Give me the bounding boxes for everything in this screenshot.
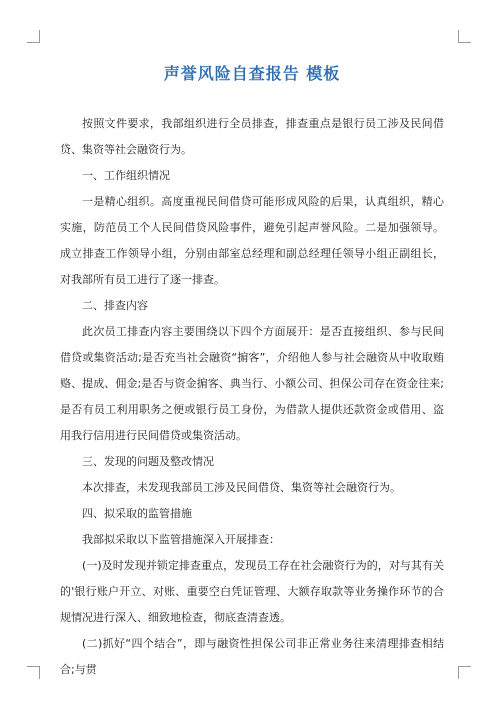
measure-item-1: (一)及时发现并锁定排查重点，发现员工存在社会融资行为的，对与其有关的'银行账户开立、对账、重要空白凭证管理、大额存取款等业务操作环节的合规情况进行深入、细致地检查，彻底查清查透。	[60, 559, 444, 624]
document-page	[60, 62, 444, 683]
page-corner-mark-bottom-left	[27, 666, 40, 679]
section-body-findings: 本次排查，未发现我部员工涉及民间借贷、集资等社会融资行为。	[82, 481, 401, 494]
page-corner-mark-top-right	[458, 30, 471, 43]
section-body-content: 此次员工排查内容主要围绕以下四个方面展开：是否直接组织、参与民间借贷或集资活动;是否充当社会融资“掮客”，介绍他人参与社会融资从中收取贿赂、提成、佣金;是否与资金掮客、典当行、小额公司、担保公司存在资金往来;是否有员工利用职务之便或银行员工身份，为借款人提供还款资金或借用、盗用我行信用进行民间借贷或集资活动。	[60, 325, 444, 442]
intro-paragraph: 按照文件要求，我部组织进行全员排查，排查重点是银行员工涉及民间借贷、集资等社会融资行为。	[60, 117, 444, 156]
section-body-organization: 一是精心组织。高度重视民间借贷可能形成风险的后果，认真组织，精心实施，防范员工个人民间借贷风险事件，避免引起声誉风险。二是加强领导。成立排查工作领导小组，分别由部室总经理和副总经理任领导小组正副组长，对我部所有员工进行了逐一排查。	[60, 195, 444, 286]
section-heading-measures: 四、拟采取的监管措施	[82, 507, 192, 520]
section-heading-organization: 一、工作组织情况	[82, 169, 170, 182]
document-title: 声誉风险自查报告 模板	[163, 64, 341, 83]
measure-item-2: (二)抓好“四个结合”，即与融资性担保公司非正常业务往来清理排查相结合;与贯	[60, 637, 444, 676]
section-heading-findings: 三、发现的问题及整改情况	[82, 455, 214, 468]
page-corner-mark-top-left	[27, 30, 40, 43]
section-heading-content: 二、排查内容	[82, 299, 148, 312]
section-intro-measures: 我部拟采取以下监管措施深入开展排查：	[82, 533, 280, 546]
page-corner-mark-bottom-right	[458, 666, 471, 679]
